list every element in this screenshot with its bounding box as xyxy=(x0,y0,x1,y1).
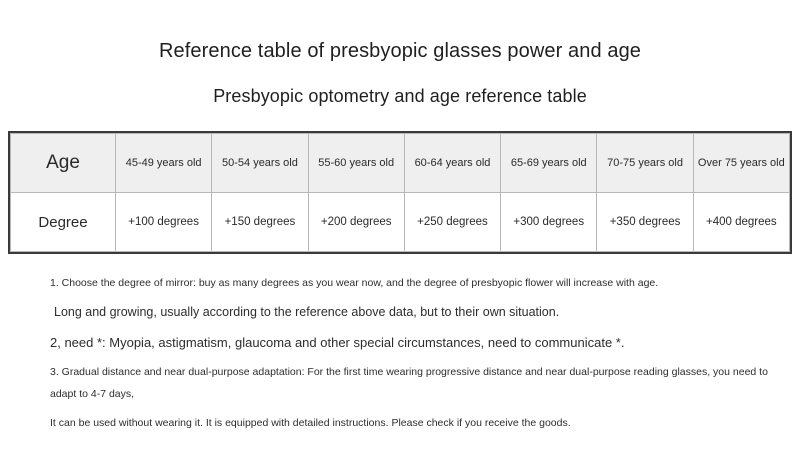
cell-age-5: 65-69 years old xyxy=(501,134,597,193)
table-row-age xyxy=(11,134,790,193)
cell-degree-7: +400 degrees xyxy=(693,193,789,252)
cell-age-6: 70-75 years old xyxy=(597,134,693,193)
cell-degree-5: +300 degrees xyxy=(501,193,597,252)
cell-degree-3: +200 degrees xyxy=(308,193,404,252)
cell-degree-1: +100 degrees xyxy=(116,193,212,252)
page-subtitle: Presbyopic optometry and age reference table xyxy=(213,86,587,106)
note-item-4: 3. Gradual distance and near dual-purpose adaptation: For the first time wearing progressive distance and near dual-purpose reading glasses, you need to adapt to 4-7 days, xyxy=(50,366,768,400)
cell-degree-2: +150 degrees xyxy=(212,193,308,252)
note-item-1: 1. Choose the degree of mirror: buy as many degrees as you wear now, and the degree of presbyopic flower will increase with age. xyxy=(50,277,659,289)
note-item-2: Long and growing, usually according to the reference above data, but to their own situation. xyxy=(54,305,560,319)
cell-age-1: 45-49 years old xyxy=(116,134,212,193)
notes-section xyxy=(0,272,800,434)
cell-age-7: Over 75 years old xyxy=(693,134,789,193)
note-item-3: 2, need *: Myopia, astigmatism, glaucoma and other special circumstances, need to communicate *. xyxy=(50,335,625,350)
page-title: Reference table of presbyopic glasses power and age xyxy=(158,40,642,62)
cell-degree-6: +350 degrees xyxy=(597,193,693,252)
reference-table-container xyxy=(8,131,792,254)
table-row-degree xyxy=(11,193,790,252)
cell-degree-4: +250 degrees xyxy=(404,193,500,252)
row-header-degree: Degree xyxy=(11,193,116,252)
cell-age-2: 50-54 years old xyxy=(212,134,308,193)
cell-age-4: 60-64 years old xyxy=(404,134,500,193)
reference-table xyxy=(10,133,790,252)
note-item-5: It can be used without wearing it. It is equipped with detailed instructions. Please check if you receive the goods. xyxy=(50,417,571,429)
cell-age-3: 55-60 years old xyxy=(308,134,404,193)
row-header-age: Age xyxy=(11,134,116,193)
